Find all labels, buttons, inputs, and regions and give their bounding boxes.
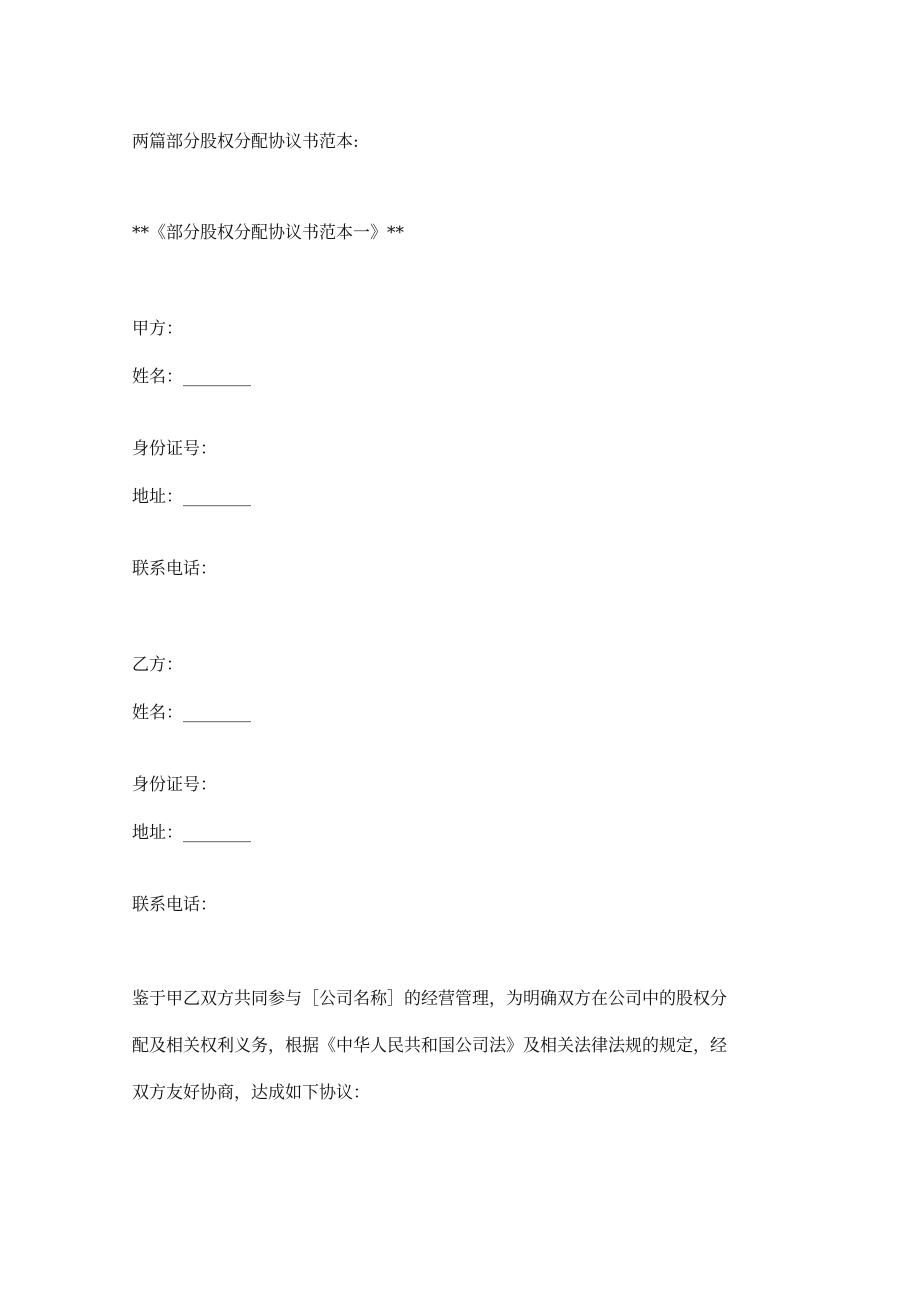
party-a-phone-field: 联系电话：: [132, 559, 217, 579]
party-a-address-field: 地址：________: [132, 487, 251, 507]
party-a-label: 甲方：: [132, 319, 183, 339]
party-a-name-field: 姓名：________: [132, 367, 251, 387]
party-b-id-field: 身份证号：: [132, 775, 217, 795]
party-b-phone-field: 联系电话：: [132, 895, 217, 915]
party-b-address-field: 地址：________: [132, 823, 251, 843]
agreement-heading: **《部分股权分配协议书范本一》**: [132, 223, 404, 243]
party-a-id-field: 身份证号：: [132, 439, 217, 459]
preamble-line: 双方友好协商，达成如下协议：: [132, 1083, 370, 1103]
preamble-line: 鉴于甲乙双方共同参与［公司名称］的经营管理，为明确双方在公司中的股权分: [132, 989, 727, 1009]
party-b-label: 乙方：: [132, 655, 183, 675]
preamble-line: 配及相关权利义务，根据《中华人民共和国公司法》及相关法律法规的规定，经: [132, 1036, 727, 1056]
party-b-name-field: 姓名：________: [132, 703, 251, 723]
document-title: 两篇部分股权分配协议书范本:: [132, 132, 359, 152]
preamble-paragraph: [132, 976, 792, 1117]
